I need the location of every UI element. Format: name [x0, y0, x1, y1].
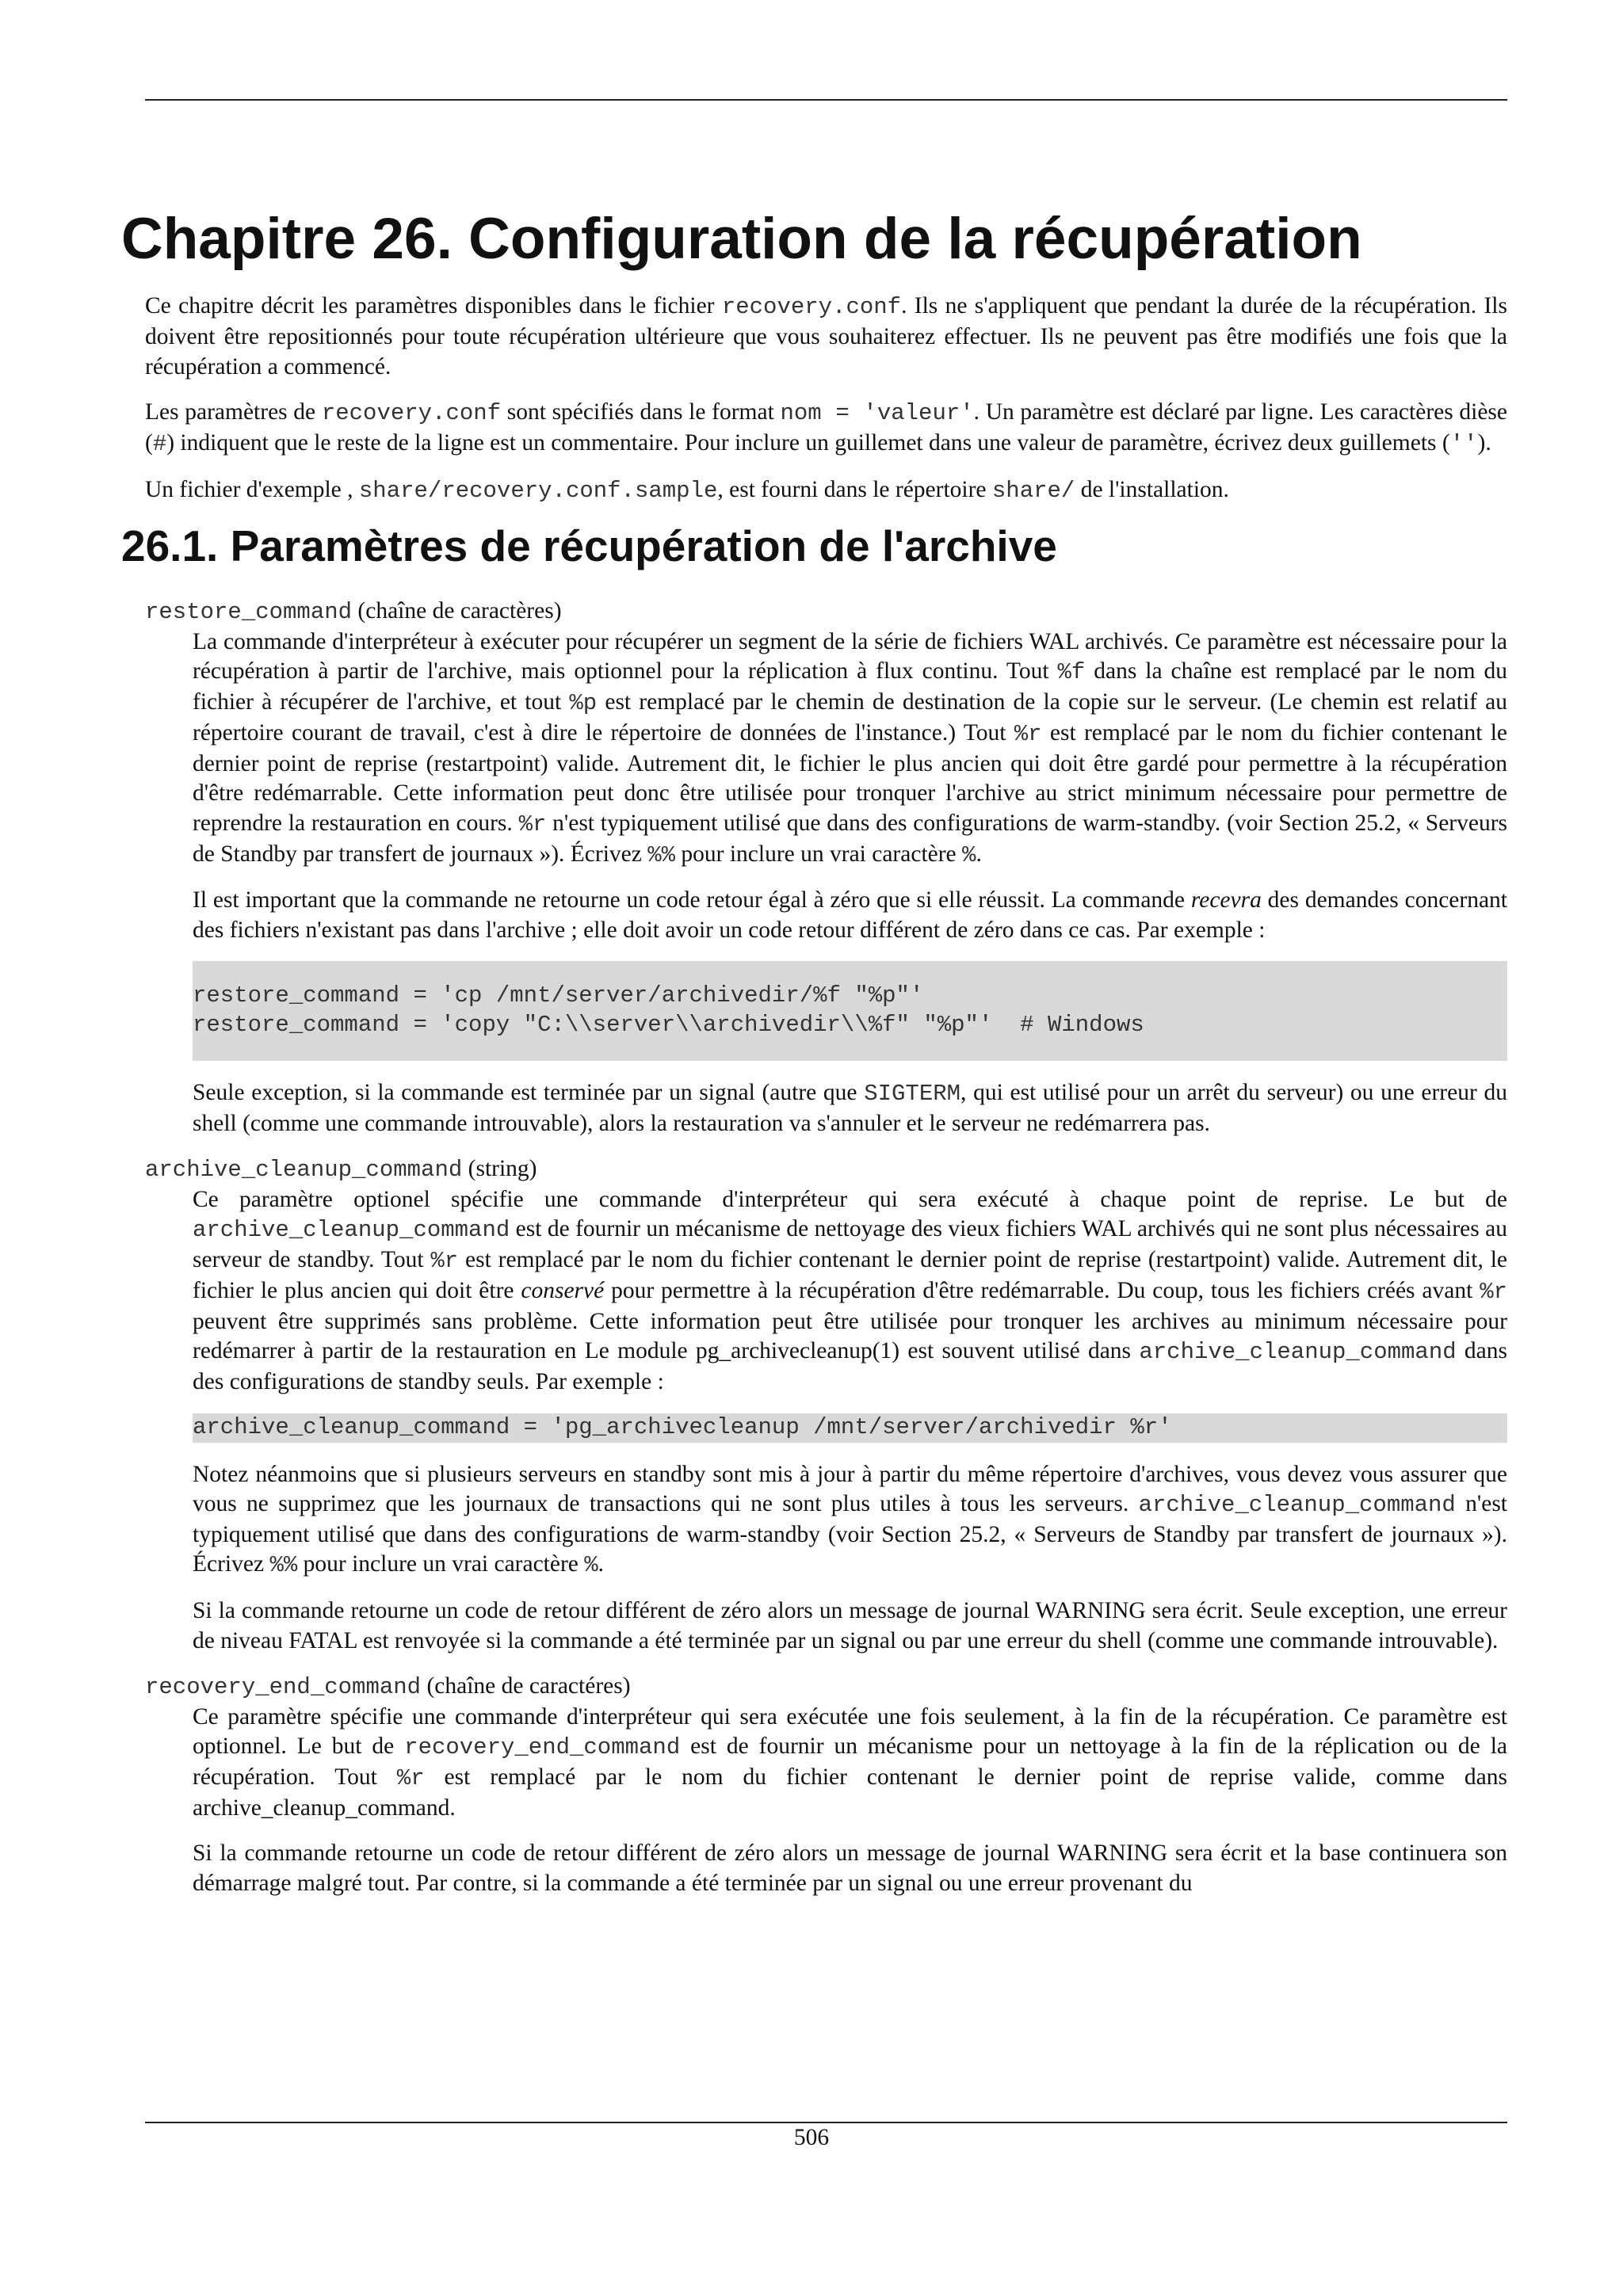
inline-code: recovery.conf [721, 294, 902, 321]
definition-paragraph: Seule exception, si la commande est terminée par un signal (autre que SIGTERM, qui est utilisé pour un arrêt du serveur) ou une erreur du shell (comme une commande introuvable), alors la restauration va s'annuler et le serveur ne redémarrera pas. [193, 1079, 1507, 1136]
inline-code: % [962, 841, 976, 868]
footer-rule [145, 2122, 1507, 2123]
emphasis: conservé [521, 1278, 605, 1304]
definition-paragraph: Il est important que la commande ne retourne un code retour égal à zéro que si elle réussit. La commande recevra des demandes concernant des fichiers n'existant pas dans l'archive ; elle doit avoir un code retour différent de zéro dans ce cas. Par exemple : [193, 887, 1507, 943]
definition-paragraph: Notez néanmoins que si plusieurs serveurs en standby sont mis à jour à partir du même répertoire d'archives, vous devez vous assurer que vous ne supprimez que les journaux de transactions qui ne sont plus utiles à tous les serveurs. archive_cleanup_command n'est typiquement utilisé que dans des configurations de warm-standby (voir Section 25.2, « Serveurs de Standby par transfert de journaux »). Écrivez %% pour inclure un vrai caractère %. [193, 1461, 1507, 1579]
definition-paragraph: Si la commande retourne un code de retour différent de zéro alors un message de journal WARNING sera écrit. Seule exception, une erreur de niveau FATAL est renvoyée si la commande a été terminée par un signal ou par une erreur du shell (comme une commande introuvable). [193, 1598, 1507, 1653]
definition-paragraph: Ce paramètre spécifie une commande d'interpréteur qui sera exécutée une fois seulement, à la fin de la récupération. Ce paramètre est optionnel. Le but de recovery_end_command est de fournir un mécanisme pour un nettoyage à la fin de la réplication ou de la récupération. Tout %r est remplacé par le nom du fichier contenant le dernier point de reprise valide, comme dans archive_cleanup_command. [193, 1703, 1507, 1821]
definition-restore-command [193, 627, 1507, 1138]
page-number: 506 [793, 2125, 830, 2150]
definition-paragraph: Si la commande retourne un code de retour différent de zéro alors un message de journal WARNING sera écrit et la base continuera son démarrage malgré tout. Par contre, si la commande a été terminée par un signal ou une erreur provenant du [193, 1840, 1507, 1896]
inline-code: %r [518, 810, 547, 837]
term-code: restore_command [145, 599, 353, 626]
inline-code: %r [430, 1248, 459, 1275]
inline-code: %% [269, 1552, 298, 1579]
term-recovery-end-command: recovery_end_command (chaîne de caractéres) [145, 1672, 631, 1700]
inline-code: SIGTERM [864, 1080, 961, 1107]
definition-recovery-end-command [193, 1703, 1507, 1898]
inline-code: nom = 'valeur' [780, 400, 974, 427]
term-code: archive_cleanup_command [145, 1157, 463, 1184]
inline-code: %r [1014, 720, 1042, 747]
inline-code: %r [396, 1765, 425, 1792]
code-block: restore_command = 'cp /mnt/server/archivedir/%f "%p"' restore_command = 'copy "C:\\server\\archivedir\\%f" "%p"' # Windows [193, 961, 1507, 1061]
section-title: 26.1. Paramètres de récupération de l'archive [121, 521, 1057, 570]
header-rule [145, 99, 1507, 101]
term-code: recovery_end_command [145, 1673, 422, 1700]
inline-code: recovery.conf [321, 400, 502, 427]
intro-paragraph-1: Ce chapitre décrit les paramètres disponibles dans le fichier recovery.conf. Ils ne s'appliquent que pendant la durée de la récupération. Ils doivent être repositionnés pour toute récupération ultérieure que vous souhaiterez effectuer. Ils ne peuvent pas être modifiés une fois que la récupération a commencé. [145, 293, 1507, 379]
page-content [121, 208, 1507, 1914]
inline-code: %p [569, 690, 598, 717]
inline-code: # [152, 430, 167, 457]
inline-code: %% [647, 841, 676, 868]
inline-code: share/ [991, 477, 1075, 504]
intro-paragraph-2: Les paramètres de recovery.conf sont spécifiés dans le format nom = 'valeur'. Un paramètre est déclaré par ligne. Les caractères dièse (#) indiquent que le reste de la ligne est un commentaire. Pour inclure un guillemet dans une valeur de paramètre, écrivez deux guillemets (''). [145, 399, 1507, 457]
code-block: archive_cleanup_command = 'pg_archivecleanup /mnt/server/archivedir %r' [193, 1413, 1507, 1443]
definition-paragraph: Ce paramètre optionel spécifie une commande d'interpréteur qui sera exécuté à chaque point de reprise. Le but de archive_cleanup_command est de fournir un mécanisme de nettoyage des vieux fichiers WAL archivés qui ne sont plus nécessaires au serveur de standby. Tout %r est remplacé par le nom du fichier contenant le dernier point de reprise (restartpoint) valide. Autrement dit, le fichier le plus ancien qui doit être conservé pour permettre à la récupération d'être redémarrable. Du coup, tous les fichiers créés avant %r peuvent être supprimés sans problème. Cette information peut être utilisée pour tronquer les archives au minimum nécessaire pour redémarrer à partir de la restauration en Le module pg_archivecleanup(1) est souvent utilisé dans archive_cleanup_command dans des configurations de standby seuls. Par exemple : [193, 1187, 1508, 1395]
inline-code: %f [1057, 659, 1086, 686]
definition-paragraph: La commande d'interpréteur à exécuter pour récupérer un segment de la série de fichiers WAL archivés. Ce paramètre est nécessaire pour la récupération à partir de l'archive, mais optionnel pour la réplication à flux continu. Tout %f dans la chaîne est remplacé par le nom du fichier à récupérer de l'archive, et tout %p est remplacé par le chemin de destination de la copie sur le serveur. (Le chemin est relatif au répertoire courant de travail, c'est à dire le répertoire de données de l'instance.) Tout %r est remplacé par le nom du fichier contenant le dernier point de reprise (restartpoint) valide. Autrement dit, le fichier le plus ancien qui doit être gardé pour permettre à la récupération d'être redémarrable. Cette information peut donc être utilisée pour tronquer l'archive au strict minimum nécessaire pour permettre de reprendre la restauration en cours. %r n'est typiquement utilisé que dans des configurations de warm-standby. (voir Section 25.2, « Serveurs de Standby par transfert de journaux »). Écrivez %% pour inclure un vrai caractère %. [193, 628, 1508, 868]
term-archive-cleanup-command: archive_cleanup_command (string) [145, 1156, 537, 1184]
inline-code: recovery_end_command [404, 1734, 681, 1761]
inline-code: archive_cleanup_command [1139, 1339, 1457, 1366]
inline-code: %r [1480, 1279, 1507, 1306]
inline-code: archive_cleanup_command [1138, 1491, 1456, 1518]
emphasis: recevra [1190, 887, 1262, 913]
definition-archive-cleanup-command [193, 1185, 1507, 1656]
chapter-title: Chapitre 26. Configuration de la récupération [121, 207, 1362, 271]
inline-code: share/recovery.conf.sample [358, 477, 718, 504]
inline-code: archive_cleanup_command [193, 1217, 510, 1244]
intro-paragraph-3: Un fichier d'exemple , share/recovery.conf.sample, est fourni dans le répertoire share/ de l'installation. [145, 476, 1229, 504]
inline-code: '' [1449, 430, 1478, 457]
term-restore-command: restore_command (chaîne de caractères) [145, 598, 562, 626]
inline-code: % [584, 1552, 598, 1579]
